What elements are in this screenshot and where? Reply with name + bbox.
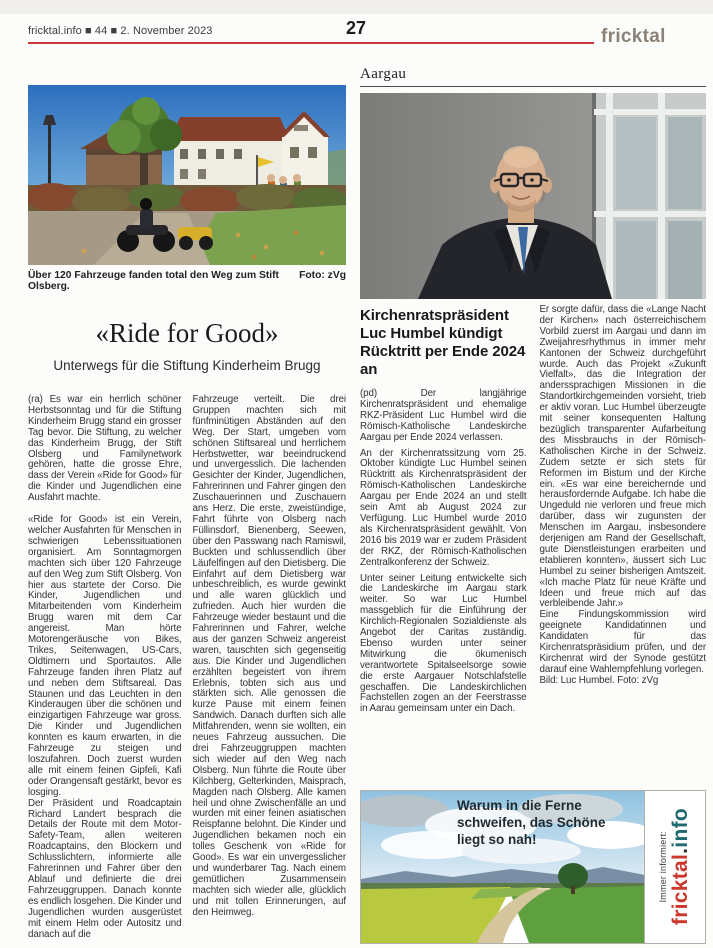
photo-caption: Über 120 Fahrzeuge fanden total den Weg zum Stift Olsberg. (28, 270, 279, 292)
article-title: «Ride for Good» (95, 318, 279, 348)
article-body (28, 395, 346, 940)
paragraph: Eine Findungskommission wird geeignete Kandidatinnen und Kandidaten für das Kirchenratspräsidium prüfen, und der Kirchenrat wird der Synode gestützt darauf eine Wahlempfehlung vorlegen. (539, 609, 706, 675)
ad-tagline: Immer informiert: (657, 831, 668, 903)
newspaper-logo: fricktal (601, 26, 666, 47)
region-column-2 (540, 305, 707, 720)
masthead-rule (28, 42, 594, 44)
region-column-1 (360, 305, 527, 720)
article-column-1 (28, 395, 182, 940)
ad-brand-logo: fricktal.info (668, 808, 692, 926)
ad-photo-area (361, 791, 644, 943)
luc-humbel-photo (360, 93, 706, 299)
paragraph: Er sorgte dafür, dass die «Lange Nacht der Kirchen» nach österreichischem Vorbild zuerst im Aargau und dann im Zweijahresrhythmus in immer mehr Kantonen der Schweiz durchgeführt wurde. Auch das Projekt «Zukunft Vielfalt», das die Integration der anderssprachigen Missionen in die Standortkirchgemeinden vorsieht, trieb er aktiv voran. Luc Humbel überzeugte mit seiner konsequenten Haltung bezüglich transparenter Aufarbeitung des Missbrauchs in der Römisch-Katholischen Kirche in der Schweiz. Zudem setzte er sich stets für Reformen im Bistum und der Kirche ein. «Es war eine bereichernde und herausfordernde Aufgabe. Ich habe die Ungeduld nie verloren und freue mich darüber, dass wir zugunsten der Menschen im Aargau, insbesondere derjenigen am Rand der Gesellschaft, gute Dienstleistungen erarbeiten und etablieren konnten», äussert sich Luc Humbel zu seiner bisherigen Amtszeit. «Ich mache Platz für neue Kräfte und Ideen und freue mich auf das verbleibende Jahr.» (539, 304, 706, 610)
region-article-headline: Kirchenratspräsident Luc Humbel kündigt Rücktritt per Ende 2024 an (360, 307, 526, 378)
page-number: 27 (345, 18, 367, 38)
paragraph: Unter seiner Leitung entwickelte sich die Landeskirche im Aargau stark weiter. So war Luc Humbel massgeblich für die Einführung der Kirchlich-Regionalen Sozialdienste als Angebot der Caritas zuständig. Ebenso wurden unter seiner Mitwirkung die ökumenisch verantwortete Spitalseelsorge sowie die erste Aargauer Notschlafstelle geschaffen. Die Landeskirchlichen Fachstellen zogen an der Feerstrasse in Aarau gemeinsam unter ein Dach. (360, 572, 527, 715)
article-column-2 (193, 395, 347, 940)
paragraph: «Ride for Good» ist ein Verein, welcher Ausfahrten für Menschen in schwierigen Lebenssituationen organisiert. Am Sonntagmorgen machten sich über 120 Fahrzeuge auf den Weg zum Stift Olsberg. Von hier aus startete der Corso. Die Kinder, Jugendlichen und Mitarbeitenden vom Kinderheim Brugg waren mit dem Car angereist. Man hörte Motorengeräusche von Bikes, Trikes, Seitenwagen, US-Cars, Oldtimern und Sportautos. Alle Fahrzeuge fanden ihren Platz auf und neben dem Stiftsareal. Das Staunen und das Leuchten in den Kinderaugen über die schönen und einzigartigen Fahrzeuge war gross. Die Kinder und Jugendlichen konnten es kaum erwarten, in die Fahrzeuge zu steigen und loszufahren. Doch zuerst wurden alle mit einem feinen Gipfeli, Kafi oder Orangensaft gestärkt, bevor es losging. (28, 514, 182, 798)
region-article-body (360, 305, 706, 720)
section-label: Aargau (360, 66, 706, 87)
ad-brand-band (644, 791, 705, 943)
fricktal-info-ad (360, 790, 706, 944)
ad-headline: Warum in die Ferne schweifen, das Schöne liegt so nah! (457, 798, 606, 847)
image-credit: Bild: Luc Humbel. Foto: zVg (539, 674, 659, 686)
paragraph: Der Präsident und Roadcaptain Richard Landert besprach die Details der Route mit dem Motor-Safety-Team, allen weiteren Roadcaptains, den Blockern und Schlusslichtern, informierte alle Fahrerinnen und Fahrer über den Ablauf und definierte die drei Fahrzeuggruppen. Danach konnte es endlich losgehen. Die Kinder und Jugendlichen wurden ausgerüstet mit einem Helm oder Autositz und danach auf die (28, 797, 182, 940)
paragraph: Fahrzeuge verteilt. Die drei Gruppen machten sich mit fünfminütigen Abständen auf den Weg. Der Start, umgeben vom schönen Stiftsareal und herrlichem Herbstwetter, war beeindruckend und unvergesslich. Die lachenden Gesichter der Kinder, Jugendlichen, Fahrerinnen und Fahrer gingen den Zuschauerinnen und Zuschauern ans Herz. Die erste, zweistündige, Fahrt führte von Olsberg nach Füllinsdorf, Bienenberg, Seewen, über den Passwang nach Ramiswil, Buckten und schlussendlich über Läufelfingen auf den Dietisberg. Die Einfahrt auf dem Dietisberg war unbeschreiblich, es wurde gewinkt und alle waren glücklich und zufrieden. Auch hier wurden die Fahrzeuge wieder bestaunt und die Fahrerinnen und Fahrer, welche aus der ganzen Schweiz angereist waren, tauschten sich gegenseitig aus. Die Kinder und Jugendlichen erzählten begeistert von ihrem Erlebnis, tobten sich aus und stärkten sich. Alle genossen die kurze Pause mit einem feinen Sandwich. Danach durften sich alle Mitfahrenden, wenn sie wollten, ein neues Fahrzeug aussuchen. Die drei Fahrzeuggruppen machten sich wieder auf den Weg nach Olsberg. Nun führte die Route über Kilchberg, Gelterkinden, Maisprach, Magden nach Olsberg. Alle kamen heil und ohne Zwischenfälle an und wurden mit einer feinen asiatischen Reispfanne belohnt. Die Kinder und Jugendlichen bekamen noch ein tolles Geschenk von «Ride for Good». Es war ein unvergesslicher und wunderbarer Tag. Nach einem gemütlichen Zusammensein machten sich wieder alle, glücklich und mit tollen Erinnerungen, auf den Heimweg. (192, 394, 346, 918)
article-subtitle: Unterwegs für die Stiftung Kinderheim Brugg (53, 358, 321, 373)
article-ride-for-good (28, 85, 346, 940)
stift-olsberg-photo (28, 85, 346, 265)
paragraph: (pd) Der langjährige Kirchenratspräsident und ehemalige RKZ-Präsident Luc Humbel wird die Römisch-Katholische Landeskirche Aargau per Ende 2024 verlassen. (360, 388, 527, 443)
section-aargau (360, 66, 706, 720)
scan-edge-band (0, 0, 713, 14)
paragraph: An der Kirchenratssitzung vom 25. Oktober kündigte Luc Humbel seinen Rücktritt als Kirchenratspräsident der Römisch-Katholischen Landeskirche Aargau per Ende 2024 an und stellt sein Amt ab August 2024 zur Verfügung. Luc Humbel wurde 2010 als Kirchenratspräsident gewählt. Von 2016 bis 2019 war er zudem Präsident der RKZ, der Römisch-Katholischen Zentralkonferenz der Schweiz. (360, 447, 527, 568)
masthead-issue-info: fricktal.info ■ 44 ■ 2. November 2023 (28, 25, 213, 37)
photo-credit: Foto: zVg (299, 270, 346, 281)
paragraph: (ra) Es war ein herrlich schöner Herbstsonntag und für die Stiftung Kinderheim Brugg stand ein grosser Tag bevor. Die Stiftung, zu welcher das Kinderheim Brugg, der Stift Olsberg und Familynetwork gehören, hatte die grosse Ehre, dass der Verein «Ride for Good» für die Kinder und Jugendlichen eine Ausfahrt machte. (28, 394, 182, 504)
